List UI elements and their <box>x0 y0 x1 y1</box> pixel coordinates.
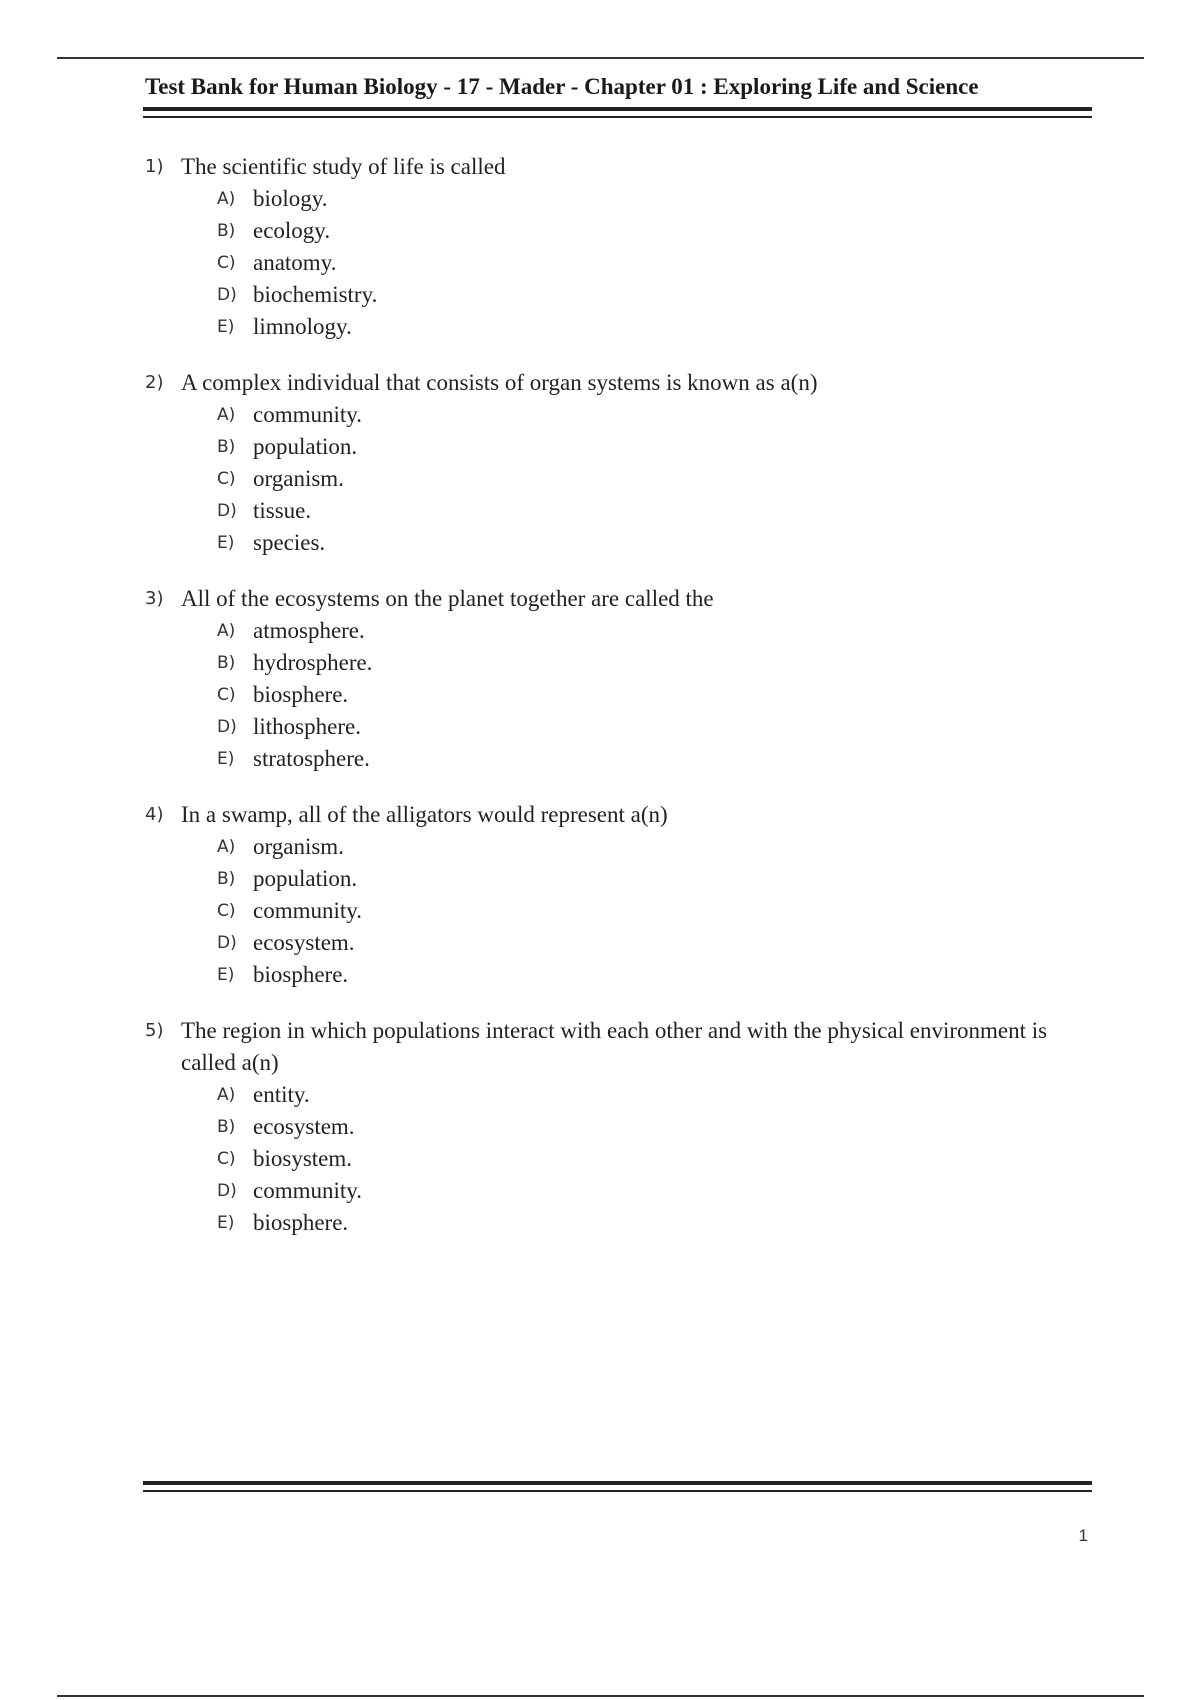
question-text: All of the ecosystems on the planet together are called the <box>181 586 714 611</box>
answer-choices <box>145 1079 1080 1239</box>
question-text: A complex individual that consists of organ systems is known as a(n) <box>181 370 818 395</box>
choice-letter: C) <box>217 253 236 273</box>
question-2 <box>145 367 1080 559</box>
answer-choice <box>217 1143 1080 1175</box>
document-title: Test Bank for Human Biology - 17 - Mader - Chapter 01 : Exploring Life and Science <box>145 74 979 99</box>
answer-choice <box>217 311 1080 343</box>
header-double-rule <box>143 107 1092 118</box>
answer-choice <box>217 743 1080 775</box>
answer-choice <box>217 183 1080 215</box>
question-number: 3) <box>145 588 164 609</box>
choice-text: atmosphere. <box>253 618 365 643</box>
page-top-border <box>57 57 1144 59</box>
choice-text: anatomy. <box>253 250 337 275</box>
footer-double-rule <box>143 1481 1092 1492</box>
choice-text: biochemistry. <box>253 282 378 307</box>
answer-choice <box>217 279 1080 311</box>
answer-choice <box>217 1079 1080 1111</box>
choice-letter: C) <box>217 469 236 489</box>
choice-text: entity. <box>253 1082 310 1107</box>
choice-text: biosphere. <box>253 682 349 707</box>
question-1 <box>145 151 1080 343</box>
choice-text: biosphere. <box>253 962 349 987</box>
answer-choice <box>217 1207 1080 1239</box>
answer-choice <box>217 895 1080 927</box>
answer-choices <box>145 615 1080 775</box>
choice-letter: D) <box>217 1181 237 1201</box>
answer-choice <box>217 215 1080 247</box>
choice-text: ecology. <box>253 218 331 243</box>
choice-letter: E) <box>217 749 235 769</box>
page-bottom-border <box>57 1695 1144 1697</box>
choice-text: stratosphere. <box>253 746 370 771</box>
answer-choice <box>217 863 1080 895</box>
choice-text: population. <box>253 866 358 891</box>
question-number: 5) <box>145 1020 164 1041</box>
choice-letter: A) <box>217 405 236 425</box>
choice-letter: E) <box>217 317 235 337</box>
answer-choice <box>217 463 1080 495</box>
choice-text: ecosystem. <box>253 930 355 955</box>
choice-text: community. <box>253 402 363 427</box>
question-number: 1) <box>145 156 164 177</box>
question-5 <box>145 1015 1080 1239</box>
choice-letter: E) <box>217 965 235 985</box>
choice-letter: D) <box>217 285 237 305</box>
choice-letter: A) <box>217 189 236 209</box>
choice-text: community. <box>253 898 363 923</box>
answer-choice <box>217 1111 1080 1143</box>
choice-text: lithosphere. <box>253 714 361 739</box>
answer-choice <box>217 527 1080 559</box>
choice-letter: C) <box>217 1149 236 1169</box>
answer-choice <box>217 711 1080 743</box>
answer-choice <box>217 647 1080 679</box>
question-text: The scientific study of life is called <box>181 154 506 179</box>
choice-letter: C) <box>217 901 236 921</box>
answer-choice <box>217 959 1080 991</box>
choice-letter: E) <box>217 1213 235 1233</box>
choice-letter: B) <box>217 869 236 889</box>
choice-text: community. <box>253 1178 363 1203</box>
answer-choices <box>145 831 1080 991</box>
choice-text: biosphere. <box>253 1210 349 1235</box>
page-number: 1 <box>1078 1526 1088 1545</box>
choice-text: population. <box>253 434 358 459</box>
choice-letter: B) <box>217 653 236 673</box>
answer-choice <box>217 431 1080 463</box>
choice-letter: E) <box>217 533 235 553</box>
choice-text: ecosystem. <box>253 1114 355 1139</box>
choice-text: tissue. <box>253 498 312 523</box>
choice-text: biology. <box>253 186 328 211</box>
answer-choice <box>217 247 1080 279</box>
answer-choice <box>217 615 1080 647</box>
choice-text: limnology. <box>253 314 352 339</box>
choice-text: organism. <box>253 466 344 491</box>
question-4 <box>145 799 1080 991</box>
choice-letter: B) <box>217 1117 236 1137</box>
choice-letter: A) <box>217 621 236 641</box>
question-text: The region in which populations interact with each other and with the physical environment is called a(n) <box>181 1018 1048 1075</box>
choice-letter: C) <box>217 685 236 705</box>
choice-text: biosystem. <box>253 1146 353 1171</box>
answer-choice <box>217 399 1080 431</box>
choice-letter: A) <box>217 837 236 857</box>
answer-choice <box>217 679 1080 711</box>
choice-text: organism. <box>253 834 344 859</box>
answer-choice <box>217 1175 1080 1207</box>
answer-choices <box>145 183 1080 343</box>
question-3 <box>145 583 1080 775</box>
choice-letter: D) <box>217 501 237 521</box>
answer-choices <box>145 399 1080 559</box>
choice-letter: A) <box>217 1085 236 1105</box>
question-number: 4) <box>145 804 164 825</box>
answer-choice <box>217 495 1080 527</box>
answer-choice <box>217 831 1080 863</box>
answer-choice <box>217 927 1080 959</box>
choice-letter: D) <box>217 933 237 953</box>
choice-letter: B) <box>217 437 236 457</box>
question-text: In a swamp, all of the alligators would represent a(n) <box>181 802 668 827</box>
choice-letter: B) <box>217 221 236 241</box>
choice-text: species. <box>253 530 326 555</box>
choice-letter: D) <box>217 717 237 737</box>
choice-text: hydrosphere. <box>253 650 373 675</box>
question-number: 2) <box>145 372 164 393</box>
question-list <box>145 151 1080 1263</box>
